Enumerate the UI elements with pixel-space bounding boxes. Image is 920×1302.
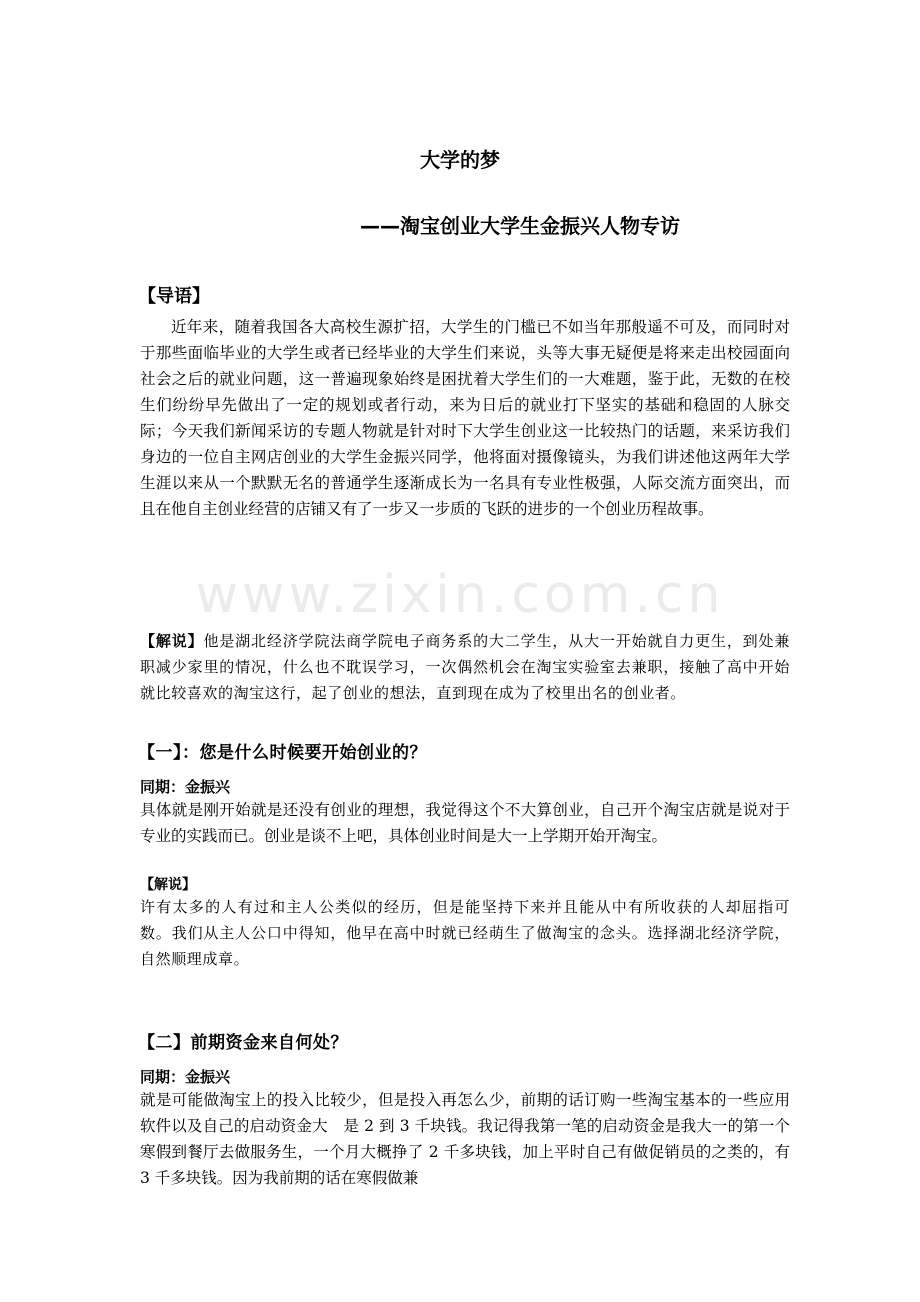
intro-label: 【导语】: [138, 286, 210, 307]
question-1-commentary-label: 【解说】: [140, 877, 196, 893]
question-2-answer: 就是可能做淘宝上的投入比较少，但是投入再怎么少，前期的话订购一些淘宝基本的一些应用软件以及自己的启动资金大 是 2 到 3 千块钱。我记得我第一笔的启动资金是我大一的第一个寒假到餐厅去做服务生，一个月大概挣了 2 千多块钱，加上平时自己有做促销员的之类的，有 3 千多块钱。因为我前期的话在寒假做兼: [140, 1091, 790, 1187]
document-title: 大学的梦: [420, 148, 500, 172]
document-subtitle: ——淘宝创业大学生金振兴人物专访: [360, 214, 680, 238]
commentary-label: 【解说】: [140, 632, 204, 650]
commentary-text: 他是湖北经济学院法商学院电子商务系的大二学生，从大一开始就自力更生，到处兼职减少家里的情况，什么也不耽误学习，一次偶然机会在淘宝实验室去兼职，接触了高中开始就比较喜欢的淘宝这行，起了创业的想法，直到现在成为了校里出名的创业者。: [140, 632, 790, 702]
question-1-heading: 【一】：您是什么时候要开始创业的？: [138, 743, 427, 763]
question-1-speaker: 同期：金振兴: [140, 778, 231, 796]
intro-paragraph: 近年来，随着我国各大高校生源扩招，大学生的门槛已不如当年那般遥不可及，而同时对于那些面临毕业的大学生或者已经毕业的大学生们来说，头等大事无疑便是将来走出校园面向社会之后的就业问题，这一普遍现象始终是困扰着大学生们的一大难题，鉴于此，无数的在校生们纷纷早先做出了一定的规划或者行动，来为日后的就业打下坚实的基础和稳固的人脉交际；今天我们新闻采访的专题人物就是针对时下大学生创业这一比较热门的话题，来采访我们身边的一位自主网店创业的大学生金振兴同学，他将面对摄像镜头，为我们讲述他这两年大学生涯以来从一个默默无名的普通学生逐渐成长为一名具有专业性极强，人际交流方面突出，而且在他自主创业经营的店铺又有了一步又一步质的飞跃的进步的一个创业历程故事。: [140, 318, 790, 518]
question-1-answer: 具体就是刚开始就是还没有创业的理想，我觉得这个不大算创业，自己开个淘宝店就是说对于专业的实践而已。创业是谈不上吧，具体创业时间是大一上学期开始开淘宝。: [140, 801, 790, 845]
watermark: www.zixin.com.cn: [195, 565, 725, 625]
question-2-speaker: 同期：金振兴: [140, 1068, 231, 1086]
question-2-heading: 【二】前期资金来自何处？: [138, 1033, 348, 1053]
commentary-paragraph-1: [140, 628, 790, 706]
question-1-commentary: 许有太多的人有过和主人公类似的经历，但是能坚持下来并且能从中有所收获的人却屈指可数。我们从主人公口中得知，他早在高中时就已经萌生了做淘宝的念头。选择湖北经济学院，自然顺理成章。: [140, 898, 790, 968]
